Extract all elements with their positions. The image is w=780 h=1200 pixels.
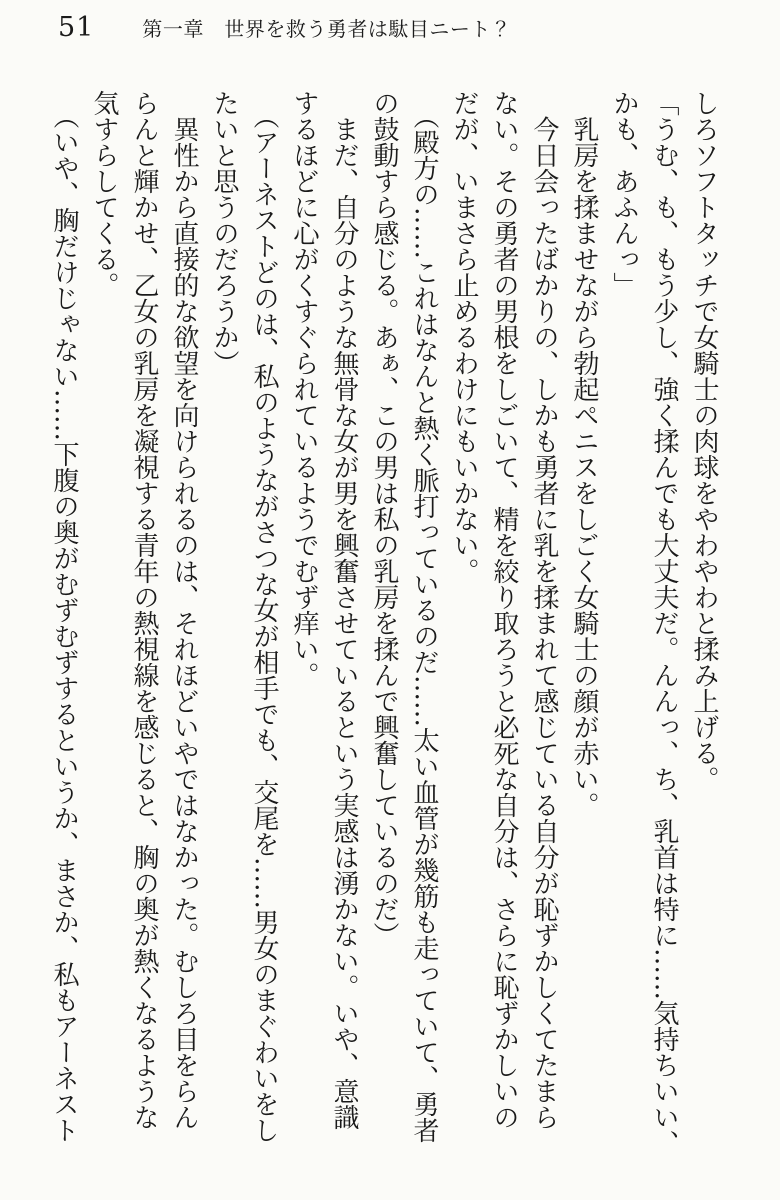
text-line: かも、あふんっ」 — [609, 90, 639, 298]
text-line: ない。その勇者の男根をしごいて、精を絞り取ろうと必死な自分は、さらに恥ずかしいの — [489, 90, 519, 1130]
text-line: （殿方の……これはなんと熱く脈打っているのだ……太い血管が幾筋も走っていて、勇者 — [409, 90, 439, 1143]
text-line: 今日会ったばかりの、しかも勇者に乳を揉まれて感じている自分が恥ずかしくてたまら — [529, 90, 559, 1130]
text-line: （アーネストどのは、私のようながさつな女が相手でも、交尾を……男女のまぐわいをし — [249, 90, 279, 1143]
page-header — [58, 12, 511, 43]
chapter-title: 第一章 世界を救う勇者は駄目ニート？ — [142, 17, 512, 41]
text-line: 異性から直接的な欲望を向けられるのは、それほどいやではなかった。むしろ目をらん — [169, 90, 199, 1130]
text-line: の鼓動すら感じる。あぁ、この男は私の乳房を揉んで興奮しているのだ） — [369, 90, 399, 948]
page-number: 51 — [58, 12, 95, 43]
text-line: しろソフトタッチで女騎士の肉球をやわやわと揉み上げる。 — [689, 90, 719, 792]
text-line: まだ、自分のような無骨な女が男を興奮させているという実感は湧かない。いや、意識 — [329, 90, 359, 1130]
text-line: （いや、胸だけじゃない……下腹の奥がむずむずするというか、まさか、私もアーネスト — [49, 90, 79, 1143]
text-line: 乳房を揉ませながら勃起ペニスをしごく女騎士の顔が赤い。 — [569, 90, 599, 818]
text-line: たいと思うのだろうか） — [209, 90, 239, 376]
text-columns — [44, 90, 724, 1162]
text-line: 気すらしてくる。 — [89, 90, 119, 298]
text-line: らんと輝かせ、乙女の乳房を凝視する青年の熱視線を感じると、胸の奥が熱くなるような — [129, 90, 159, 1130]
text-line: だが、いまさら止めるわけにもいかない。 — [449, 90, 479, 584]
text-line: するほどに心がくすぐられているようでむず痒い。 — [289, 90, 319, 688]
text-line: 「うむ、も、もう少し、強く揉んでも大丈夫だ。んんっ、ち、乳首は特に……気持ちいい、 — [649, 90, 679, 1156]
